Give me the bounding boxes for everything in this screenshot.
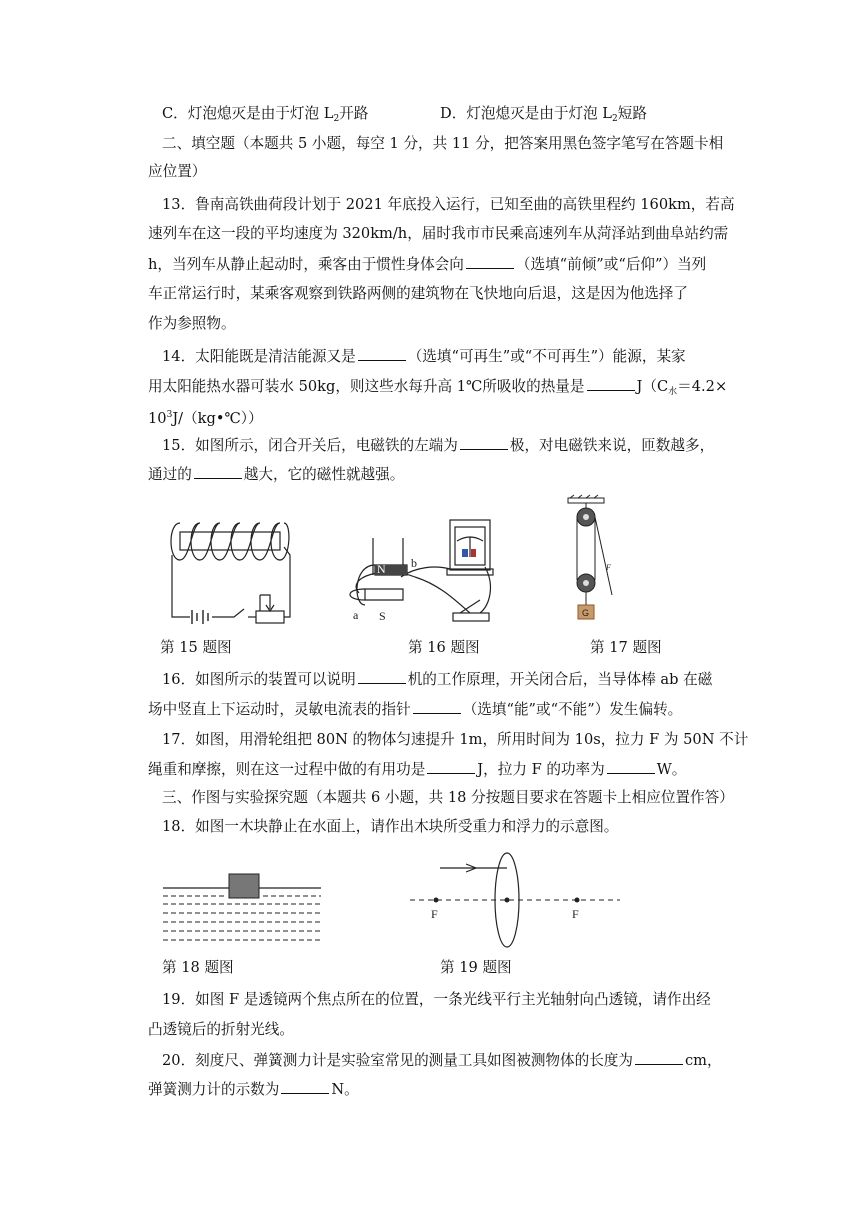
fig17-pulley-diagram [560,495,620,625]
fig17-label-g: G [582,608,590,618]
fig16-label-b: b [411,556,417,570]
q15-line1: 15．如图所示，闭合开关后，电磁铁的左端为 极，对电磁铁来说，匝数越多， [162,437,715,454]
fig15-caption: 第 15 题图 [160,639,232,656]
fig16-caption: 第 16 题图 [408,639,480,656]
q13-line4: 车正常运行时，某乘客观察到铁路两侧的建筑物在飞快地向后退，这是因为他选择了 [148,285,688,302]
q19-line1: 19．如图 F 是透镜两个焦点所在的位置，一条光线平行主光轴射向凸透镜，请作出经 [162,991,711,1008]
q14-line3: $10^3J/(kg•℃)$） [148,410,263,427]
fig16-label-n: N [377,562,386,576]
fig17-caption: 第 17 题图 [590,639,662,656]
fig18-floating-block-diagram [163,868,321,948]
answer-blank [194,464,242,479]
answer-blank [466,254,514,269]
answer-blank [635,1050,683,1065]
fig16-generator-diagram [345,505,505,630]
q16-line1: 16．如图所示的装置可以说明 机的工作原理，开关闭合后，当导体棒 ab 在磁 [162,671,713,688]
q13-line3: h，当列车从静止起动时，乘客由于惯性身体会向 （选填“前倾”或“后仰”）当列 [148,256,707,273]
answer-blank [358,669,406,684]
fig17-label-f: F [606,563,611,572]
q12-option-d: D．灯泡熄灭是由于灯泡 $L_2$短路 [440,105,647,124]
fig19-caption: 第 19 题图 [440,959,512,976]
answer-blank [607,759,655,774]
q18-line1: 18．如图一木块静止在水面上，请作出木块所受重力和浮力的示意图。 [162,818,619,835]
q13-line2: 速列车在这一段的平均速度为 320km/h，届时我市市民乘高速列车从菏泽站到曲阜站约需 [148,225,729,242]
section2-heading: 二、填空题（本题共 5 小题，每空 1 分，共 11 分，把答案用黑色签字笔写在答题卡相 [162,135,724,152]
fig16-label-a: a [353,608,359,622]
q14-line2: 用太阳能热水器可装水 50kg，则这些水每升高 1℃所吸收的热量是 $J(C_水=4.2\times$ [148,378,728,397]
q12-option-c: C．灯泡熄灭是由于灯泡 $L_2$开路 [162,105,369,124]
fig19-label-f-right: F [572,907,579,921]
q17-line2: 绳重和摩擦，则在这一过程中做的有用功是 J，拉力 F 的功率为 W。 [148,761,687,778]
answer-blank [281,1079,329,1094]
q17-line1: 17．如图，用滑轮组把 80N 的物体匀速提升 1m，所用时间为 10s，拉力 F 为 50N 不计 [162,731,749,748]
fig19-convex-lens-diagram [410,848,620,948]
answer-blank [460,435,508,450]
q16-line2: 场中竖直上下运动时，灵敏电流表的指针 （选填“能”或“不能”）发生偏转。 [148,701,683,718]
q20-line2: 弹簧测力计的示数为 N。 [148,1081,359,1098]
section2-heading-cont: 应位置） [148,163,207,180]
fig15-electromagnet-diagram [160,505,310,630]
q13-line5: 作为参照物。 [148,315,236,332]
q19-line2: 凸透镜后的折射光线。 [148,1021,294,1038]
q14-line1: 14．太阳能既是清洁能源又是 （选填“可再生”或“不可再生”）能源，某家 [162,348,686,365]
q20-line1: 20．刻度尺、弹簧测力计是实验室常见的测量工具如图被测物体的长度为 cm， [162,1052,722,1069]
q15-line2: 通过的 越大，它的磁性就越强。 [148,466,405,483]
answer-blank [427,759,475,774]
answer-blank [587,376,635,391]
fig19-label-f-left: F [431,907,438,921]
section3-heading: 三、作图与实验探究题（本题共 6 小题，共 18 分按题目要求在答题卡上相应位置作答） [162,789,734,806]
fig18-caption: 第 18 题图 [162,959,234,976]
q13-line1: 13．鲁南高铁曲荷段计划于 2021 年底投入运行，已知至曲的高铁里程约 160km，若高 [162,196,735,213]
answer-blank [358,346,406,361]
fig16-label-s: S [379,609,386,623]
answer-blank [413,699,461,714]
